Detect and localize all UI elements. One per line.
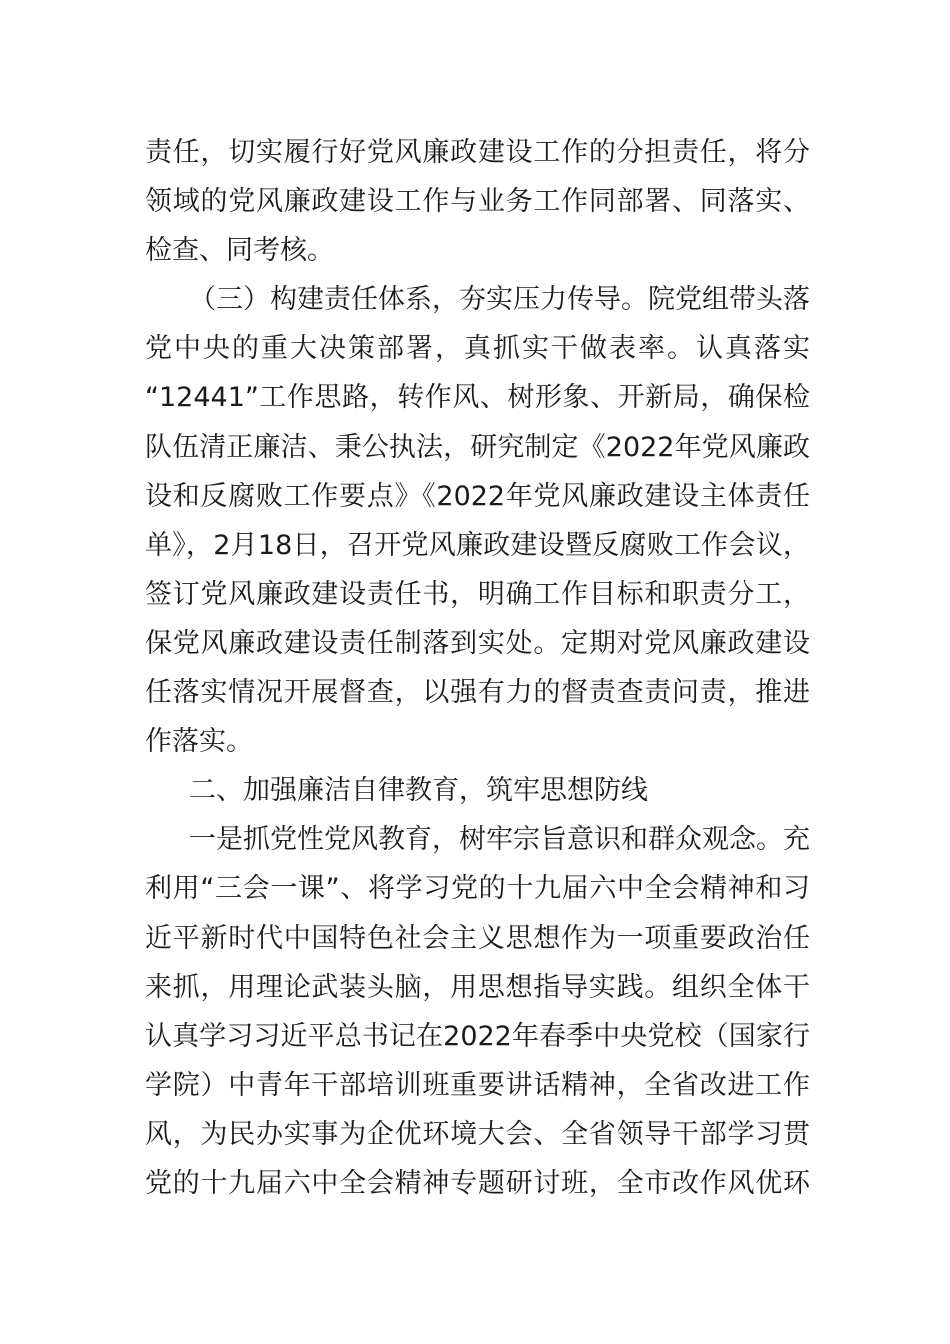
body-text [145,128,810,1208]
text-line: 领域的党风廉政建设工作与业务工作同部署、同落实、 [145,186,810,218]
text-line: 单》，2月18日，召开党风廉政建设暨反腐败工作会议， [145,529,810,561]
text-line: 任落实情况开展督查，以强有力的督责查责问责，推进 [145,677,810,709]
text-line: （三）构建责任体系，夯实压力传导。院党组带头落 [189,284,810,316]
text-line: 二、加强廉洁自律教育，筑牢思想防线 [189,775,648,807]
text-line: 风，为民办实事为企优环境大会、全省领导干部学习贯 [145,1118,810,1150]
text-line: 党中央的重大决策部署，真抓实干做表率。认真落实 [145,333,810,365]
text-line: 作落实。 [145,726,253,758]
text-line: 保党风廉政建设责任制落到实处。定期对党风廉政建设 [145,627,810,659]
text-line: 来抓，用理论武装头脑，用思想指导实践。组织全体干 [145,971,810,1003]
text-line: 学院）中青年干部培训班重要讲话精神，全省改进工作 [145,1069,810,1101]
text-line: 检查、同考核。 [145,235,334,267]
text-line: 设和反腐败工作要点》《2022年党风廉政建设主体责任 [145,480,810,512]
text-line: “12441”工作思路，转作风、树形象、开新局，确保检 [145,382,810,414]
text-line: 利用“三会一课”、将学习党的十九届六中全会精神和习 [145,873,810,905]
text-line: 一是抓党性党风教育，树牢宗旨意识和群众观念。充 [189,824,810,856]
text-line: 党的十九届六中全会精神专题研讨班，全市改作风优环 [145,1167,810,1199]
text-line: 签订党风廉政建设责任书，明确工作目标和职责分工， [145,578,810,610]
text-line: 认真学习习近平总书记在2022年春季中央党校（国家行 [145,1020,810,1052]
text-line: 近平新时代中国特色社会主义思想作为一项重要政治任 [145,922,810,954]
text-line: 队伍清正廉洁、秉公执法，研究制定《2022年党风廉政 [145,431,810,463]
text-line: 责任，切实履行好党风廉政建设工作的分担责任，将分 [145,137,810,168]
